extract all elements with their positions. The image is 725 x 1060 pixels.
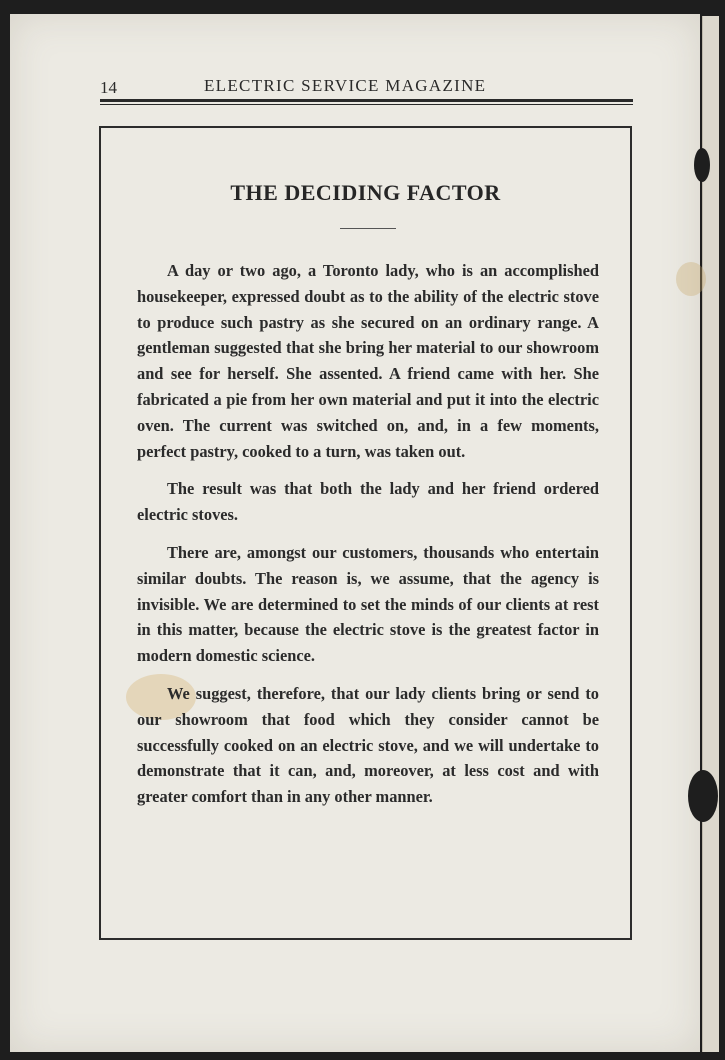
header-rule-thin bbox=[100, 104, 633, 105]
title-rule bbox=[340, 228, 396, 229]
edge-tear bbox=[694, 148, 710, 182]
edge-tear bbox=[688, 770, 718, 822]
article-paragraph: A day or two ago, a Toronto lady, who is an accomplished housekeeper, expressed doubt as to the ability of the electric stove to produce such pastry as she secured on an ordinary range. A gentleman suggested that she bring her material to our showroom and see for herself. She assented. A friend came with her. She fabricated a pie from her own material and put it into the electric oven. The current was switched on, and, in a few moments, perfect pastry, cooked to a turn, was taken out. bbox=[137, 261, 599, 461]
running-header bbox=[100, 76, 633, 98]
magazine-title: ELECTRIC SERVICE MAGAZINE bbox=[204, 76, 487, 95]
article-title: THE DECIDING FACTOR bbox=[230, 180, 501, 205]
article-paragraph: We suggest, therefore, that our lady clients bring or send to our showroom that food which they consider cannot be successfully cooked on an electric stove, and we will undertake to demonstrate that it can, and, moreover, at less cost and with greater comfort than in any other manner. bbox=[137, 683, 599, 807]
article-paragraph: The result was that both the lady and her friend ordered electric stoves. bbox=[137, 479, 599, 525]
page-number: 14 bbox=[100, 78, 117, 97]
header-rule bbox=[100, 99, 633, 102]
article-paragraph: There are, amongst our customers, thousands who entertain similar doubts. The reason is, we assume, that the agency is invisible. We are determined to set the minds of our clients at rest in this matter, because the electric stove is the greatest factor in modern domestic science. bbox=[137, 542, 599, 666]
article-body bbox=[137, 258, 599, 822]
